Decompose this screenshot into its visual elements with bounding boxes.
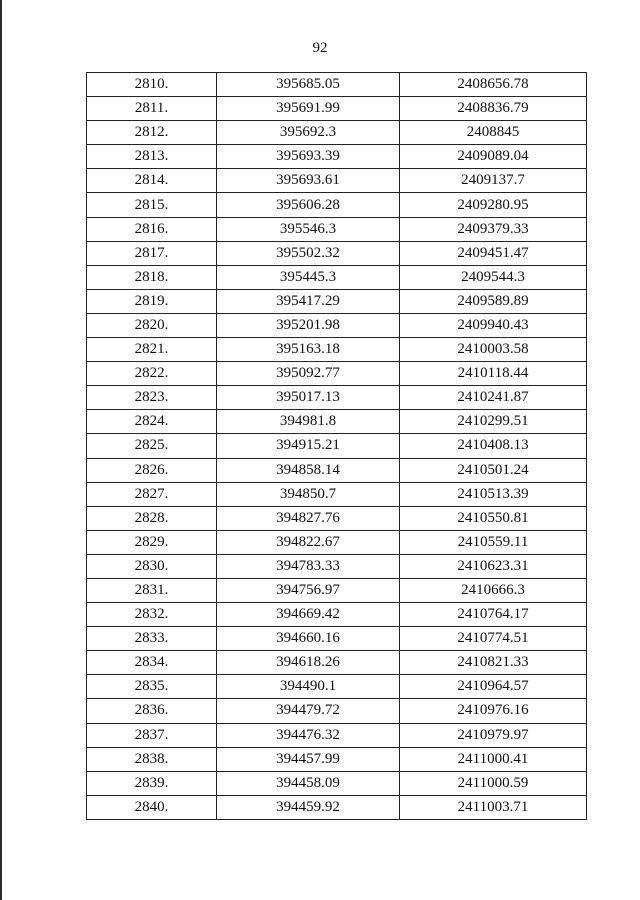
point-number-cell: 2836. [87,699,217,723]
x-coordinate-cell: 395693.39 [217,145,400,169]
table-row [87,169,587,193]
y-coordinate-cell: 2410118.44 [400,362,587,386]
point-number-cell: 2834. [87,651,217,675]
x-coordinate-cell: 394669.42 [217,603,400,627]
table-row [87,97,587,121]
table-row [87,121,587,145]
point-number-cell: 2819. [87,289,217,313]
x-coordinate-cell: 395417.29 [217,289,400,313]
point-number-cell: 2815. [87,193,217,217]
x-coordinate-cell: 395546.3 [217,217,400,241]
table-row [87,603,587,627]
point-number-cell: 2821. [87,338,217,362]
point-number-cell: 2837. [87,723,217,747]
y-coordinate-cell: 2409280.95 [400,193,587,217]
point-number-cell: 2835. [87,675,217,699]
table-row [87,771,587,795]
point-number-cell: 2811. [87,97,217,121]
y-coordinate-cell: 2409940.43 [400,313,587,337]
point-number-cell: 2813. [87,145,217,169]
y-coordinate-cell: 2409589.89 [400,289,587,313]
y-coordinate-cell: 2410408.13 [400,434,587,458]
x-coordinate-cell: 395163.18 [217,338,400,362]
y-coordinate-cell: 2410550.81 [400,506,587,530]
y-coordinate-cell: 2411000.59 [400,771,587,795]
x-coordinate-cell: 395691.99 [217,97,400,121]
y-coordinate-cell: 2410666.3 [400,578,587,602]
y-coordinate-cell: 2409089.04 [400,145,587,169]
table-row [87,145,587,169]
point-number-cell: 2822. [87,362,217,386]
x-coordinate-cell: 394981.8 [217,410,400,434]
point-number-cell: 2827. [87,482,217,506]
point-number-cell: 2824. [87,410,217,434]
y-coordinate-cell: 2410003.58 [400,338,587,362]
table-row [87,723,587,747]
x-coordinate-cell: 394858.14 [217,458,400,482]
y-coordinate-cell: 2410774.51 [400,627,587,651]
y-coordinate-cell: 2408845 [400,121,587,145]
point-number-cell: 2825. [87,434,217,458]
point-number-cell: 2823. [87,386,217,410]
point-number-cell: 2826. [87,458,217,482]
y-coordinate-cell: 2410501.24 [400,458,587,482]
x-coordinate-cell: 394783.33 [217,554,400,578]
x-coordinate-cell: 395092.77 [217,362,400,386]
page-edge [0,0,2,900]
x-coordinate-cell: 394458.09 [217,771,400,795]
y-coordinate-cell: 2409544.3 [400,265,587,289]
table-row [87,506,587,530]
x-coordinate-cell: 395693.61 [217,169,400,193]
x-coordinate-cell: 395445.3 [217,265,400,289]
point-number-cell: 2840. [87,795,217,819]
table-row [87,554,587,578]
table-row [87,578,587,602]
x-coordinate-cell: 394459.92 [217,795,400,819]
table-row [87,627,587,651]
point-number-cell: 2830. [87,554,217,578]
y-coordinate-cell: 2410559.11 [400,530,587,554]
y-coordinate-cell: 2410979.97 [400,723,587,747]
y-coordinate-cell: 2411000.41 [400,747,587,771]
table-row [87,217,587,241]
table-row [87,362,587,386]
x-coordinate-cell: 394476.32 [217,723,400,747]
y-coordinate-cell: 2408836.79 [400,97,587,121]
y-coordinate-cell: 2409137.7 [400,169,587,193]
table-row [87,651,587,675]
table-row [87,747,587,771]
x-coordinate-cell: 394822.67 [217,530,400,554]
point-number-cell: 2828. [87,506,217,530]
table-row [87,795,587,819]
coordinates-table-body [87,73,587,820]
x-coordinate-cell: 394756.97 [217,578,400,602]
table-row [87,434,587,458]
table-row [87,73,587,97]
y-coordinate-cell: 2410764.17 [400,603,587,627]
point-number-cell: 2817. [87,241,217,265]
point-number-cell: 2829. [87,530,217,554]
x-coordinate-cell: 395685.05 [217,73,400,97]
table-row [87,699,587,723]
table-row [87,675,587,699]
x-coordinate-cell: 394490.1 [217,675,400,699]
y-coordinate-cell: 2409379.33 [400,217,587,241]
x-coordinate-cell: 394915.21 [217,434,400,458]
table-row [87,458,587,482]
x-coordinate-cell: 394850.7 [217,482,400,506]
point-number-cell: 2818. [87,265,217,289]
y-coordinate-cell: 2410964.57 [400,675,587,699]
table-row [87,193,587,217]
x-coordinate-cell: 395017.13 [217,386,400,410]
y-coordinate-cell: 2410821.33 [400,651,587,675]
point-number-cell: 2833. [87,627,217,651]
y-coordinate-cell: 2410241.87 [400,386,587,410]
x-coordinate-cell: 394618.26 [217,651,400,675]
x-coordinate-cell: 395502.32 [217,241,400,265]
y-coordinate-cell: 2411003.71 [400,795,587,819]
x-coordinate-cell: 395606.28 [217,193,400,217]
coordinates-table [86,72,587,820]
table-row [87,313,587,337]
point-number-cell: 2838. [87,747,217,771]
y-coordinate-cell: 2408656.78 [400,73,587,97]
table-row [87,410,587,434]
page-number: 92 [312,40,328,56]
point-number-cell: 2812. [87,121,217,145]
y-coordinate-cell: 2410299.51 [400,410,587,434]
x-coordinate-cell: 395692.3 [217,121,400,145]
y-coordinate-cell: 2410976.16 [400,699,587,723]
point-number-cell: 2810. [87,73,217,97]
x-coordinate-cell: 394457.99 [217,747,400,771]
table-row [87,482,587,506]
table-row [87,338,587,362]
point-number-cell: 2831. [87,578,217,602]
x-coordinate-cell: 394827.76 [217,506,400,530]
table-row [87,241,587,265]
point-number-cell: 2839. [87,771,217,795]
x-coordinate-cell: 394479.72 [217,699,400,723]
x-coordinate-cell: 394660.16 [217,627,400,651]
table-row [87,265,587,289]
table-row [87,386,587,410]
x-coordinate-cell: 395201.98 [217,313,400,337]
y-coordinate-cell: 2410623.31 [400,554,587,578]
point-number-cell: 2820. [87,313,217,337]
point-number-cell: 2816. [87,217,217,241]
table-row [87,530,587,554]
point-number-cell: 2814. [87,169,217,193]
y-coordinate-cell: 2409451.47 [400,241,587,265]
point-number-cell: 2832. [87,603,217,627]
y-coordinate-cell: 2410513.39 [400,482,587,506]
table-row [87,289,587,313]
